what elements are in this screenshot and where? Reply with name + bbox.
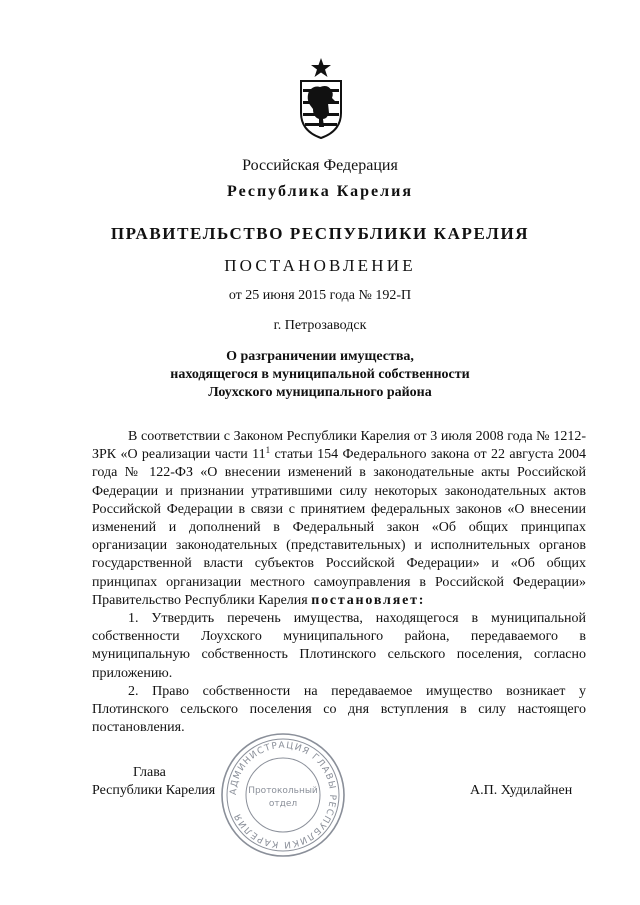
header-government: ПРАВИТЕЛЬСТВО РЕСПУБЛИКИ КАРЕЛИЯ (110, 224, 530, 243)
header-republic: Республика Карелия (227, 183, 413, 200)
paragraph-item-2: 2. Право собственности на передаваемое имущество возникает у Плотинского сельского поселения со дня вступления в силу настоящего постановления. (92, 683, 586, 736)
signature-title-line-1: Глава (133, 765, 166, 780)
document-date-number: от 25 июня 2015 года № 192-П (228, 288, 412, 303)
document-subject (0, 348, 640, 402)
subject-line-3: Лоухского муниципального района (208, 385, 432, 400)
document-type: ПОСТАНОВЛЕНИЕ (224, 256, 416, 275)
stamp-center-line-1: Протокольный (248, 786, 318, 796)
paragraph-item-1: 1. Утвердить перечень имущества, находящегося в муниципальной собственности Лоухского муниципального района, передаваемого в муниципальную собственность Плотинского сельского поселения, согласно приложению. (92, 611, 586, 681)
document-body (92, 428, 586, 737)
preamble-superscript: 1 (265, 445, 271, 456)
preamble-text-a: В соответствии с Законом Республики Карелия от 3 июля 2008 года № 1212-ЗРК «О реализации части 11 (92, 429, 586, 463)
stamp-ring-text: АДМИНИСТРАЦИЯ ГЛАВЫ РЕСПУБЛИКИ КАРЕЛИЯ (228, 740, 338, 850)
subject-line-1: О разграничении имущества, (226, 349, 414, 364)
subject-line-2: находящегося в муниципальной собственности (170, 367, 470, 382)
signatory-name: А.П. Худилайнен (470, 783, 573, 798)
paragraph-preamble (92, 428, 586, 610)
header-country: Российская Федерация (242, 157, 398, 174)
official-stamp (219, 731, 347, 859)
preamble-text-b: статьи 154 Федерального закона от 22 августа 2004 года № 122-ФЗ «О внесении изменений в законодательные акты Российской Федерации и признании утратившими силу некоторых законодательных актов Российской Федерации в связи с принятием федеральных законов «О внесении изменений и дополнений в Федеральный закон «Об общих принципах организации законодательных (представительных) и исполнительных органов государственной власти субъектов Российской Федерации» и «Об общих принципах организации местного самоуправления в Российской Федерации» Правительство Республики Карелия (92, 447, 586, 608)
signature-title-line-2: Республики Карелия (92, 783, 216, 798)
karelia-coat-of-arms-icon (298, 57, 344, 139)
stamp-center-line-2: отдел (268, 799, 298, 809)
document-city: г. Петрозаводск (273, 318, 367, 333)
decree-word: постановляет: (311, 592, 426, 608)
